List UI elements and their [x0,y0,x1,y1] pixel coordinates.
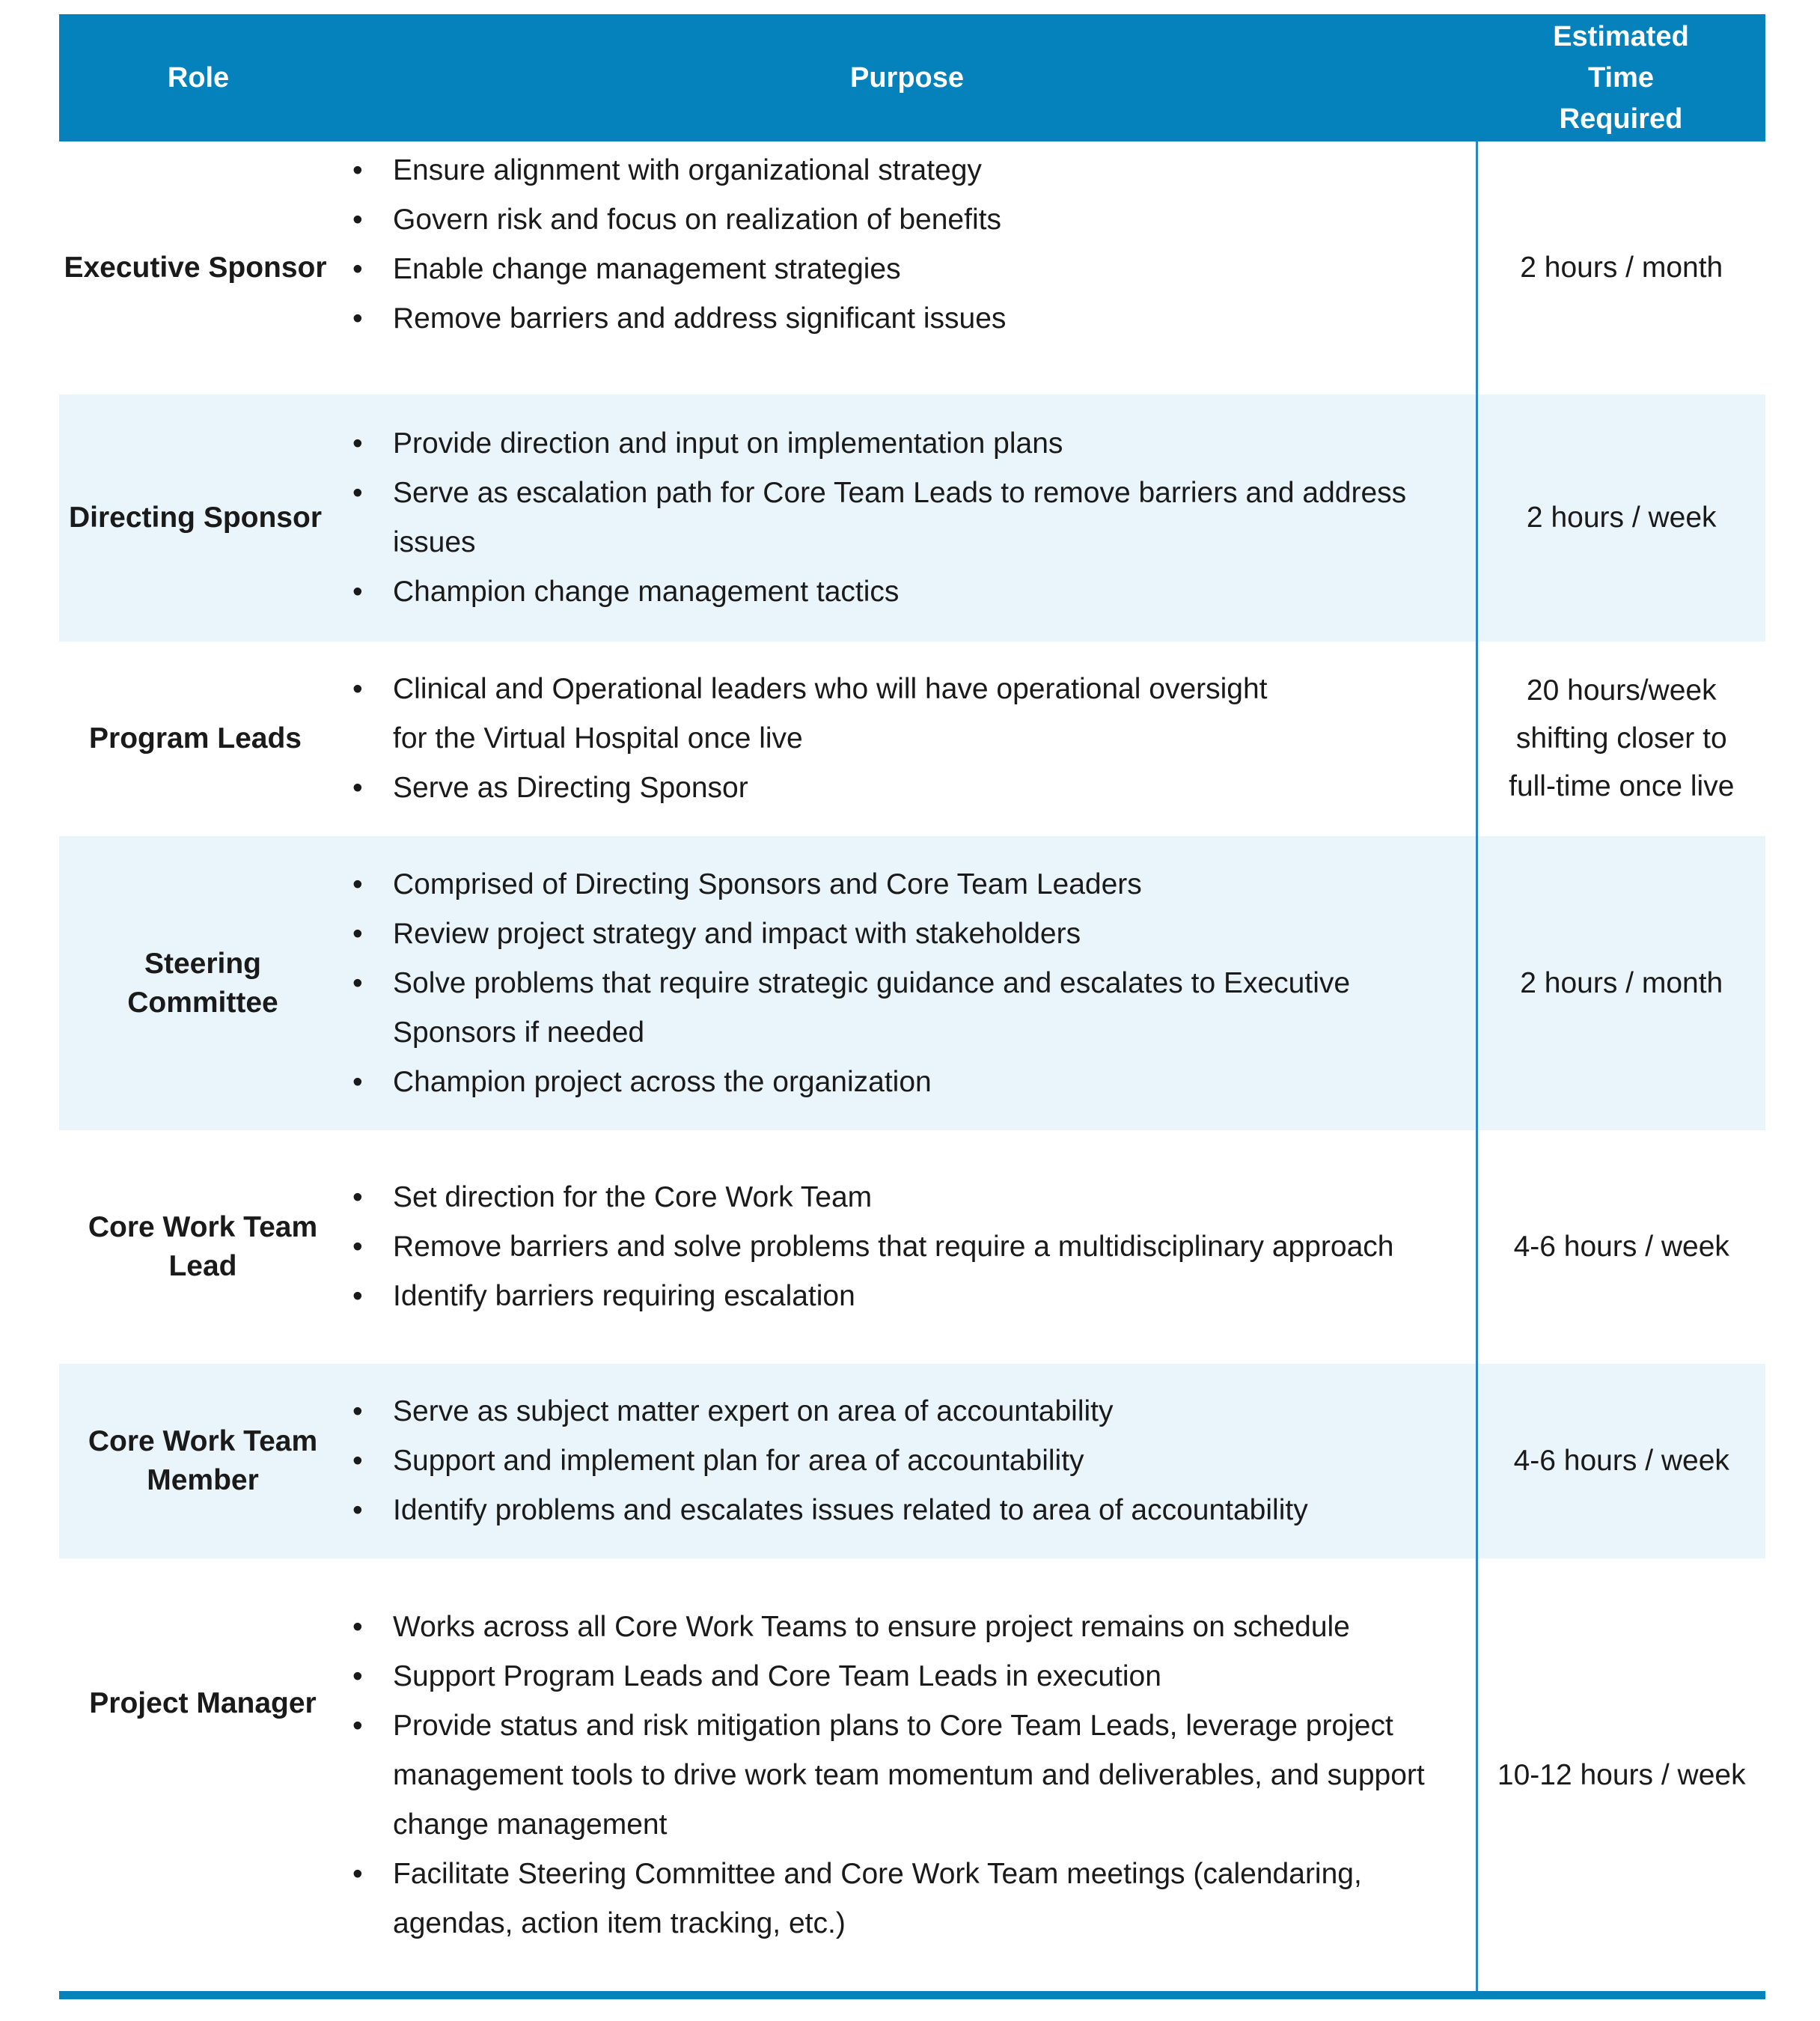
role-cell [59,836,338,1130]
table-bottom-rule [59,1991,1765,1999]
time-cell [1477,641,1765,836]
table-row [59,641,1765,836]
purpose-item: • Comprised of Directing Sponsors and Core Team Leaders [338,860,1446,909]
role-cell [59,1558,338,1993]
time-cell: 4-6 hours / week [1477,1130,1765,1364]
purpose-list [338,1603,1446,1948]
time-cell: 4-6 hours / week [1477,1364,1765,1558]
table-row [59,836,1765,1130]
time-cell: 2 hours / month [1477,141,1765,394]
purpose-item: • Solve problems that require strategic guidance and escalates to Executive Sponsors if needed [338,959,1446,1058]
table-row [59,1130,1765,1364]
role-cell: Program Leads [89,722,302,755]
header-purpose: Purpose [338,14,1477,141]
role-text: Project Manager [89,1687,317,1719]
purpose-item: • Remove barriers and solve problems that require a multidisciplinary approach [338,1222,1446,1272]
purpose-list [338,860,1446,1107]
purpose-cell [338,641,1477,836]
purpose-cell [338,141,1477,394]
purpose-item: • Facilitate Steering Committee and Core Work Team meetings (calendaring, agendas, action item tracking, etc.) [338,1850,1446,1948]
table-row [59,1364,1765,1558]
role-cell [59,1364,338,1558]
purpose-item: • Govern risk and focus on realization of benefits [338,195,1446,245]
purpose-item: • Serve as subject matter expert on area of accountability [338,1387,1446,1436]
role-text: Steering Committee [127,947,278,1019]
roles-table [59,14,1765,1993]
purpose-list [338,419,1446,617]
purpose-item: • Works across all Core Work Teams to ensure project remains on schedule [338,1603,1446,1652]
purpose-item: • Enable change management strategies [338,245,1446,294]
purpose-item: • Serve as escalation path for Core Team Leads to remove barriers and address issues [338,469,1446,567]
purpose-cell [338,394,1477,641]
purpose-item: • Champion change management tactics [338,567,1446,617]
purpose-item: • Ensure alignment with organizational strategy [338,146,1446,195]
purpose-item: • Review project strategy and impact with stakeholders [338,909,1446,959]
role-text: Core Work Team Lead [88,1211,318,1282]
purpose-item: • Remove barriers and address significant issues [338,294,1446,344]
table-row [59,1558,1765,1993]
time-cell: 2 hours / week [1477,394,1765,641]
purpose-item: • Champion project across the organization [338,1058,1446,1107]
role-cell [59,1130,338,1364]
roles-table-container [59,14,1765,1993]
purpose-list [338,146,1446,344]
header-time [1477,14,1765,141]
purpose-item: • Provide status and risk mitigation plans to Core Team Leads, leverage project management tools to drive work team momentum and deliverables, and support change management [338,1701,1446,1850]
purpose-item: • Support Program Leads and Core Team Leads in execution [338,1652,1446,1701]
purpose-item: • Serve as Directing Sponsor [338,763,1446,813]
purpose-list [338,1173,1446,1321]
time-cell: 10-12 hours / week [1477,1558,1765,1993]
purpose-item: • Identify barriers requiring escalation [338,1272,1446,1321]
purpose-item: • Support and implement plan for area of accountability [338,1436,1446,1486]
role-text: Core Work Team Member [88,1425,318,1496]
purpose-list [338,665,1446,813]
role-cell: Executive Sponsor [64,252,327,284]
purpose-item: • Provide direction and input on implementation plans [338,419,1446,469]
time-text: 20 hours/week shifting closer to full-time once live [1509,674,1735,802]
purpose-item: • Identify problems and escalates issues related to area of accountability [338,1486,1446,1535]
purpose-cell [338,1130,1477,1364]
time-cell: 2 hours / month [1477,836,1765,1130]
purpose-cell [338,1558,1477,1993]
table-row [59,141,1765,394]
purpose-item: • Clinical and Operational leaders who will have operational oversight for the Virtual Hospital once live [338,665,1446,763]
table-row [59,394,1765,641]
header-time-label: Estimated Time Required [1553,20,1689,135]
purpose-cell [338,836,1477,1130]
role-cell: Directing Sponsor [59,394,338,641]
purpose-cell [338,1364,1477,1558]
table-header-row [59,14,1765,141]
purpose-item: • Set direction for the Core Work Team [338,1173,1446,1222]
header-role: Role [59,14,338,141]
purpose-list [338,1387,1446,1535]
